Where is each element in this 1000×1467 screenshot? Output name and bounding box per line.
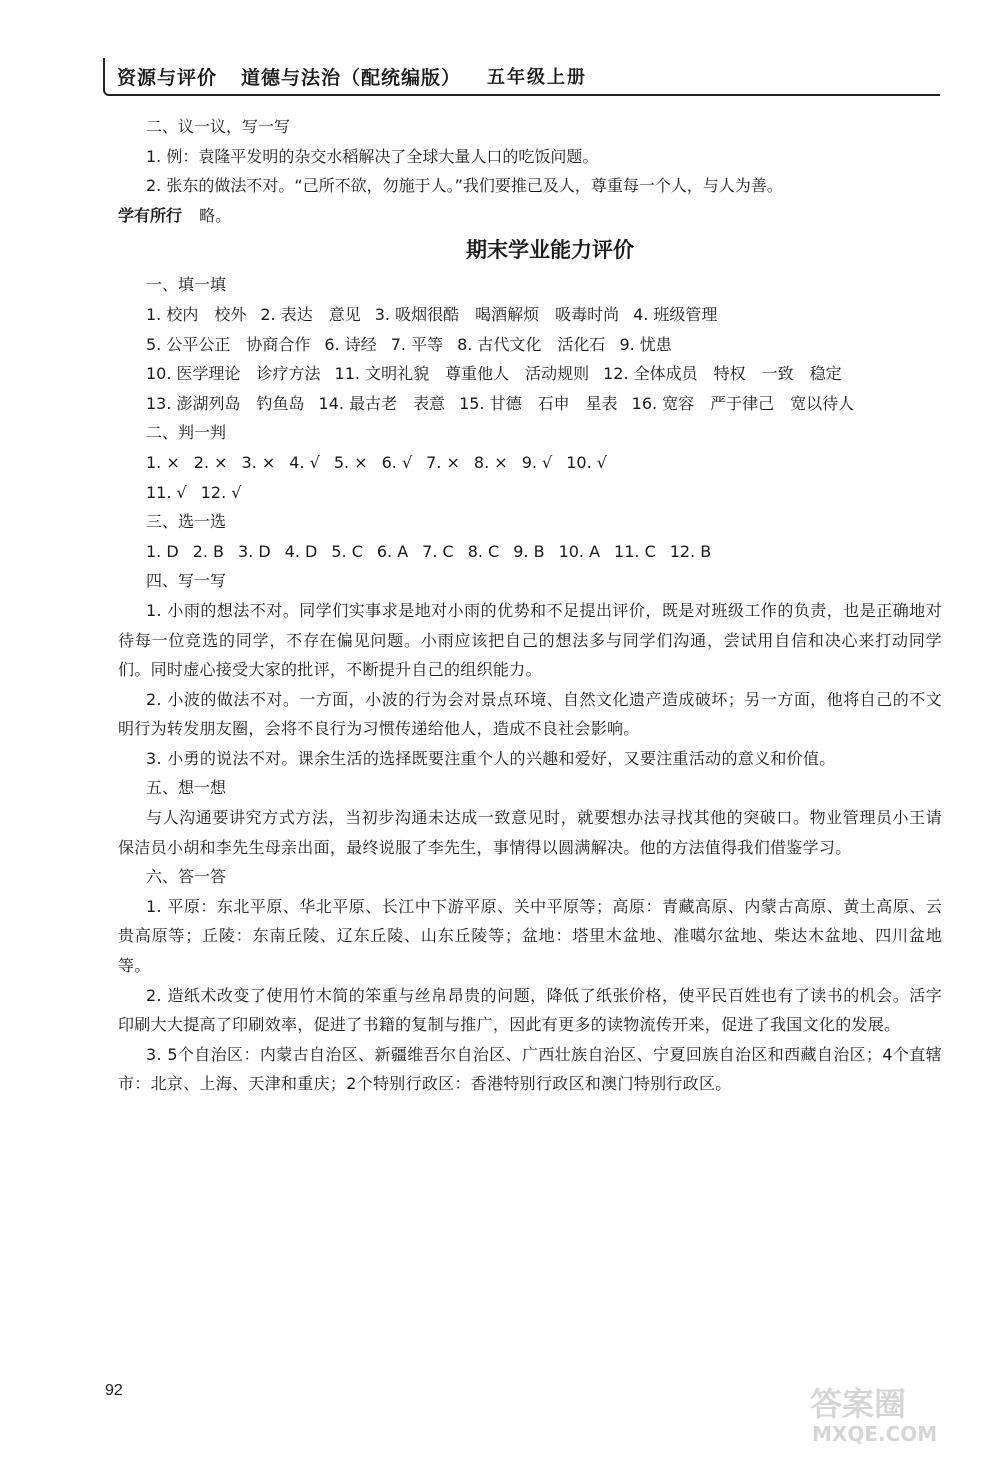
page-header	[103, 58, 940, 96]
fill-answer: 10. 医学理论 诊疗方法	[146, 364, 321, 384]
answer-paragraph-3: 3. 5个自治区：内蒙古自治区、新疆维吾尔自治区、广西壮族自治区、宁夏回族自治区和西藏自治区；4个直辖市：北京、上海、天津和重庆；2个特别行政区：香港特别行政区和澳门特别行政区。	[118, 1044, 942, 1094]
judge-answer: 12. √	[200, 482, 242, 502]
write-paragraph-1: 1. 小雨的想法不对。同学们实事求是地对小雨的优势和不足提出评价，既是对班级工作的负责，也是正确地对待每一位竞选的同学，不存在偏见问题。小雨应该把自己的想法多与同学们沟通，尝试用自信和决心来打动同学们。同时虚心接受大家的批评，不断提升自己的组织能力。	[118, 600, 942, 680]
watermark-logo	[790, 1377, 960, 1447]
fill-answer: 4. 班级管理	[633, 304, 718, 324]
choose-answer: 9. B	[513, 541, 545, 561]
judge-answer: 1. ×	[146, 452, 180, 472]
think-paragraph: 与人沟通要讲究方式方法，当初步沟通未达成一致意见时，就要想办法寻找其他的突破口。物业管理员小王请保洁员小胡和李先生母亲出面，最终说服了李先生，事情得以圆满解决。他的方法值得我们借鉴学习。	[118, 808, 942, 857]
watermark-graphic	[790, 1377, 960, 1447]
judge-answer: 3. ×	[241, 452, 276, 472]
practice-text: 略。	[199, 205, 232, 225]
fill-answer: 8. 古代文化 活化石	[457, 334, 606, 354]
judge-answer: 11. √	[146, 482, 187, 502]
fill-answer: 6. 诗经	[324, 334, 377, 354]
fill-answer: 14. 最古老 表意	[318, 393, 446, 413]
judge-answer: 4. √	[289, 452, 320, 472]
fill-row-4	[118, 389, 942, 419]
judge-row-2	[118, 478, 942, 508]
fill-row-2	[118, 330, 942, 360]
section-heading-judge: 二、判一判	[146, 423, 227, 443]
choose-answer: 1. D	[146, 541, 179, 561]
fill-row-1	[118, 300, 942, 330]
section-heading-answer: 六、答一答	[146, 867, 227, 887]
section-heading-discuss: 二、议一议，写一写	[146, 117, 291, 136]
fill-answer: 5. 公平公正 协商合作	[146, 334, 311, 354]
choose-answer: 6. A	[376, 541, 409, 561]
discuss-item-2: 2. 张东的做法不对。“己所不欲，勿施于人。”我们要推己及人，尊重每一个人，与人为善。	[146, 176, 783, 196]
fill-answer: 1. 校内 校外	[146, 304, 247, 324]
choose-answer: 3. D	[238, 541, 271, 561]
fill-answer: 2. 表达 意见	[260, 304, 361, 324]
choose-row-1	[118, 537, 942, 567]
judge-row-1	[118, 448, 942, 478]
choose-answer: 4. D	[284, 541, 318, 561]
discuss-item-1: 1. 例：袁隆平发明的杂交水稻解决了全球大量人口的吃饭问题。	[146, 146, 599, 166]
fill-answer: 13. 澎湖列岛 钓鱼岛	[146, 393, 305, 413]
watermark-text-cn: 答案圈	[810, 1385, 907, 1423]
page-number: 92	[105, 1382, 123, 1399]
judge-answer: 8. ×	[473, 452, 508, 472]
choose-answer: 2. B	[192, 541, 224, 561]
fill-answer: 11. 文明礼貌 尊重他人 活动规则	[334, 364, 590, 384]
fill-answer: 9. 忧患	[619, 334, 672, 354]
exam-title: 期末学业能力评价	[466, 238, 634, 263]
choose-answer: 7. C	[422, 541, 454, 561]
practice-line	[118, 201, 942, 231]
fill-answer: 3. 吸烟很酷 喝酒解烦 吸毒时尚	[374, 304, 620, 324]
judge-answer: 9. √	[521, 452, 553, 472]
fill-answer: 16. 宽容 严于律己 宽以待人	[631, 393, 855, 413]
answer-paragraph-1: 1. 平原：东北平原、华北平原、长江中下游平原、关中平原等；高原：青藏高原、内蒙古高原、黄土高原、云贵高原等；丘陵：东南丘陵、辽东丘陵、山东丘陵等；盆地：塔里木盆地、准噶尔盆地、柴达木盆地、四川盆地等。	[118, 896, 942, 976]
section-heading-think: 五、想一想	[146, 778, 227, 798]
judge-answer: 7. ×	[426, 452, 460, 472]
judge-answer: 6. √	[381, 452, 413, 472]
judge-answer: 10. √	[566, 452, 607, 472]
fill-answer: 7. 平等	[390, 334, 444, 354]
write-paragraph-2: 2. 小波的做法不对。一方面，小波的行为会对景点环境、自然文化遗产造成破坏；另一方面，他将自己的不文明行为转发朋友圈，会将不良行为习惯传递给他人，造成不良社会影响。	[118, 689, 942, 739]
watermark-text-en: MXQE.COM	[812, 1422, 938, 1446]
choose-answer: 5. C	[331, 541, 363, 561]
section-heading-choose: 三、选一选	[146, 512, 227, 532]
choose-answer: 8. C	[467, 541, 500, 561]
answer-paragraph-2: 2. 造纸术改变了使用竹木简的笨重与丝帛昂贵的问题，降低了纸张价格，使平民百姓也有了读书的机会。活字印刷大大提高了印刷效率，促进了书籍的复制与推广，因此有更多的读物流传开来，促进了我国文化的发展。	[118, 985, 942, 1035]
write-paragraph-3: 3. 小勇的说法不对。课余生活的选择既要注重个人的兴趣和爱好，又要注重活动的意义和价值。	[146, 748, 836, 768]
fill-answer: 12. 全体成员 特权 一致 稳定	[603, 364, 842, 384]
practice-label: 学有所行	[118, 205, 183, 225]
header-grade: 五年级上册	[487, 67, 588, 88]
header-subject: 道德与法治（配统编版）	[241, 66, 462, 89]
judge-answer: 5. ×	[333, 452, 368, 472]
fill-answer: 15. 甘德 石申 星表	[459, 393, 618, 413]
section-heading-fill: 一、填一填	[146, 275, 227, 295]
judge-answer: 2. ×	[193, 452, 228, 472]
choose-answer: 11. C	[614, 541, 656, 561]
header-brand: 资源与评价	[117, 66, 218, 89]
section-heading-write: 四、写一写	[146, 571, 227, 591]
choose-answer: 10. A	[558, 541, 601, 561]
choose-answer: 12. B	[669, 541, 712, 561]
fill-row-3	[118, 359, 942, 389]
page-content	[118, 112, 942, 1099]
